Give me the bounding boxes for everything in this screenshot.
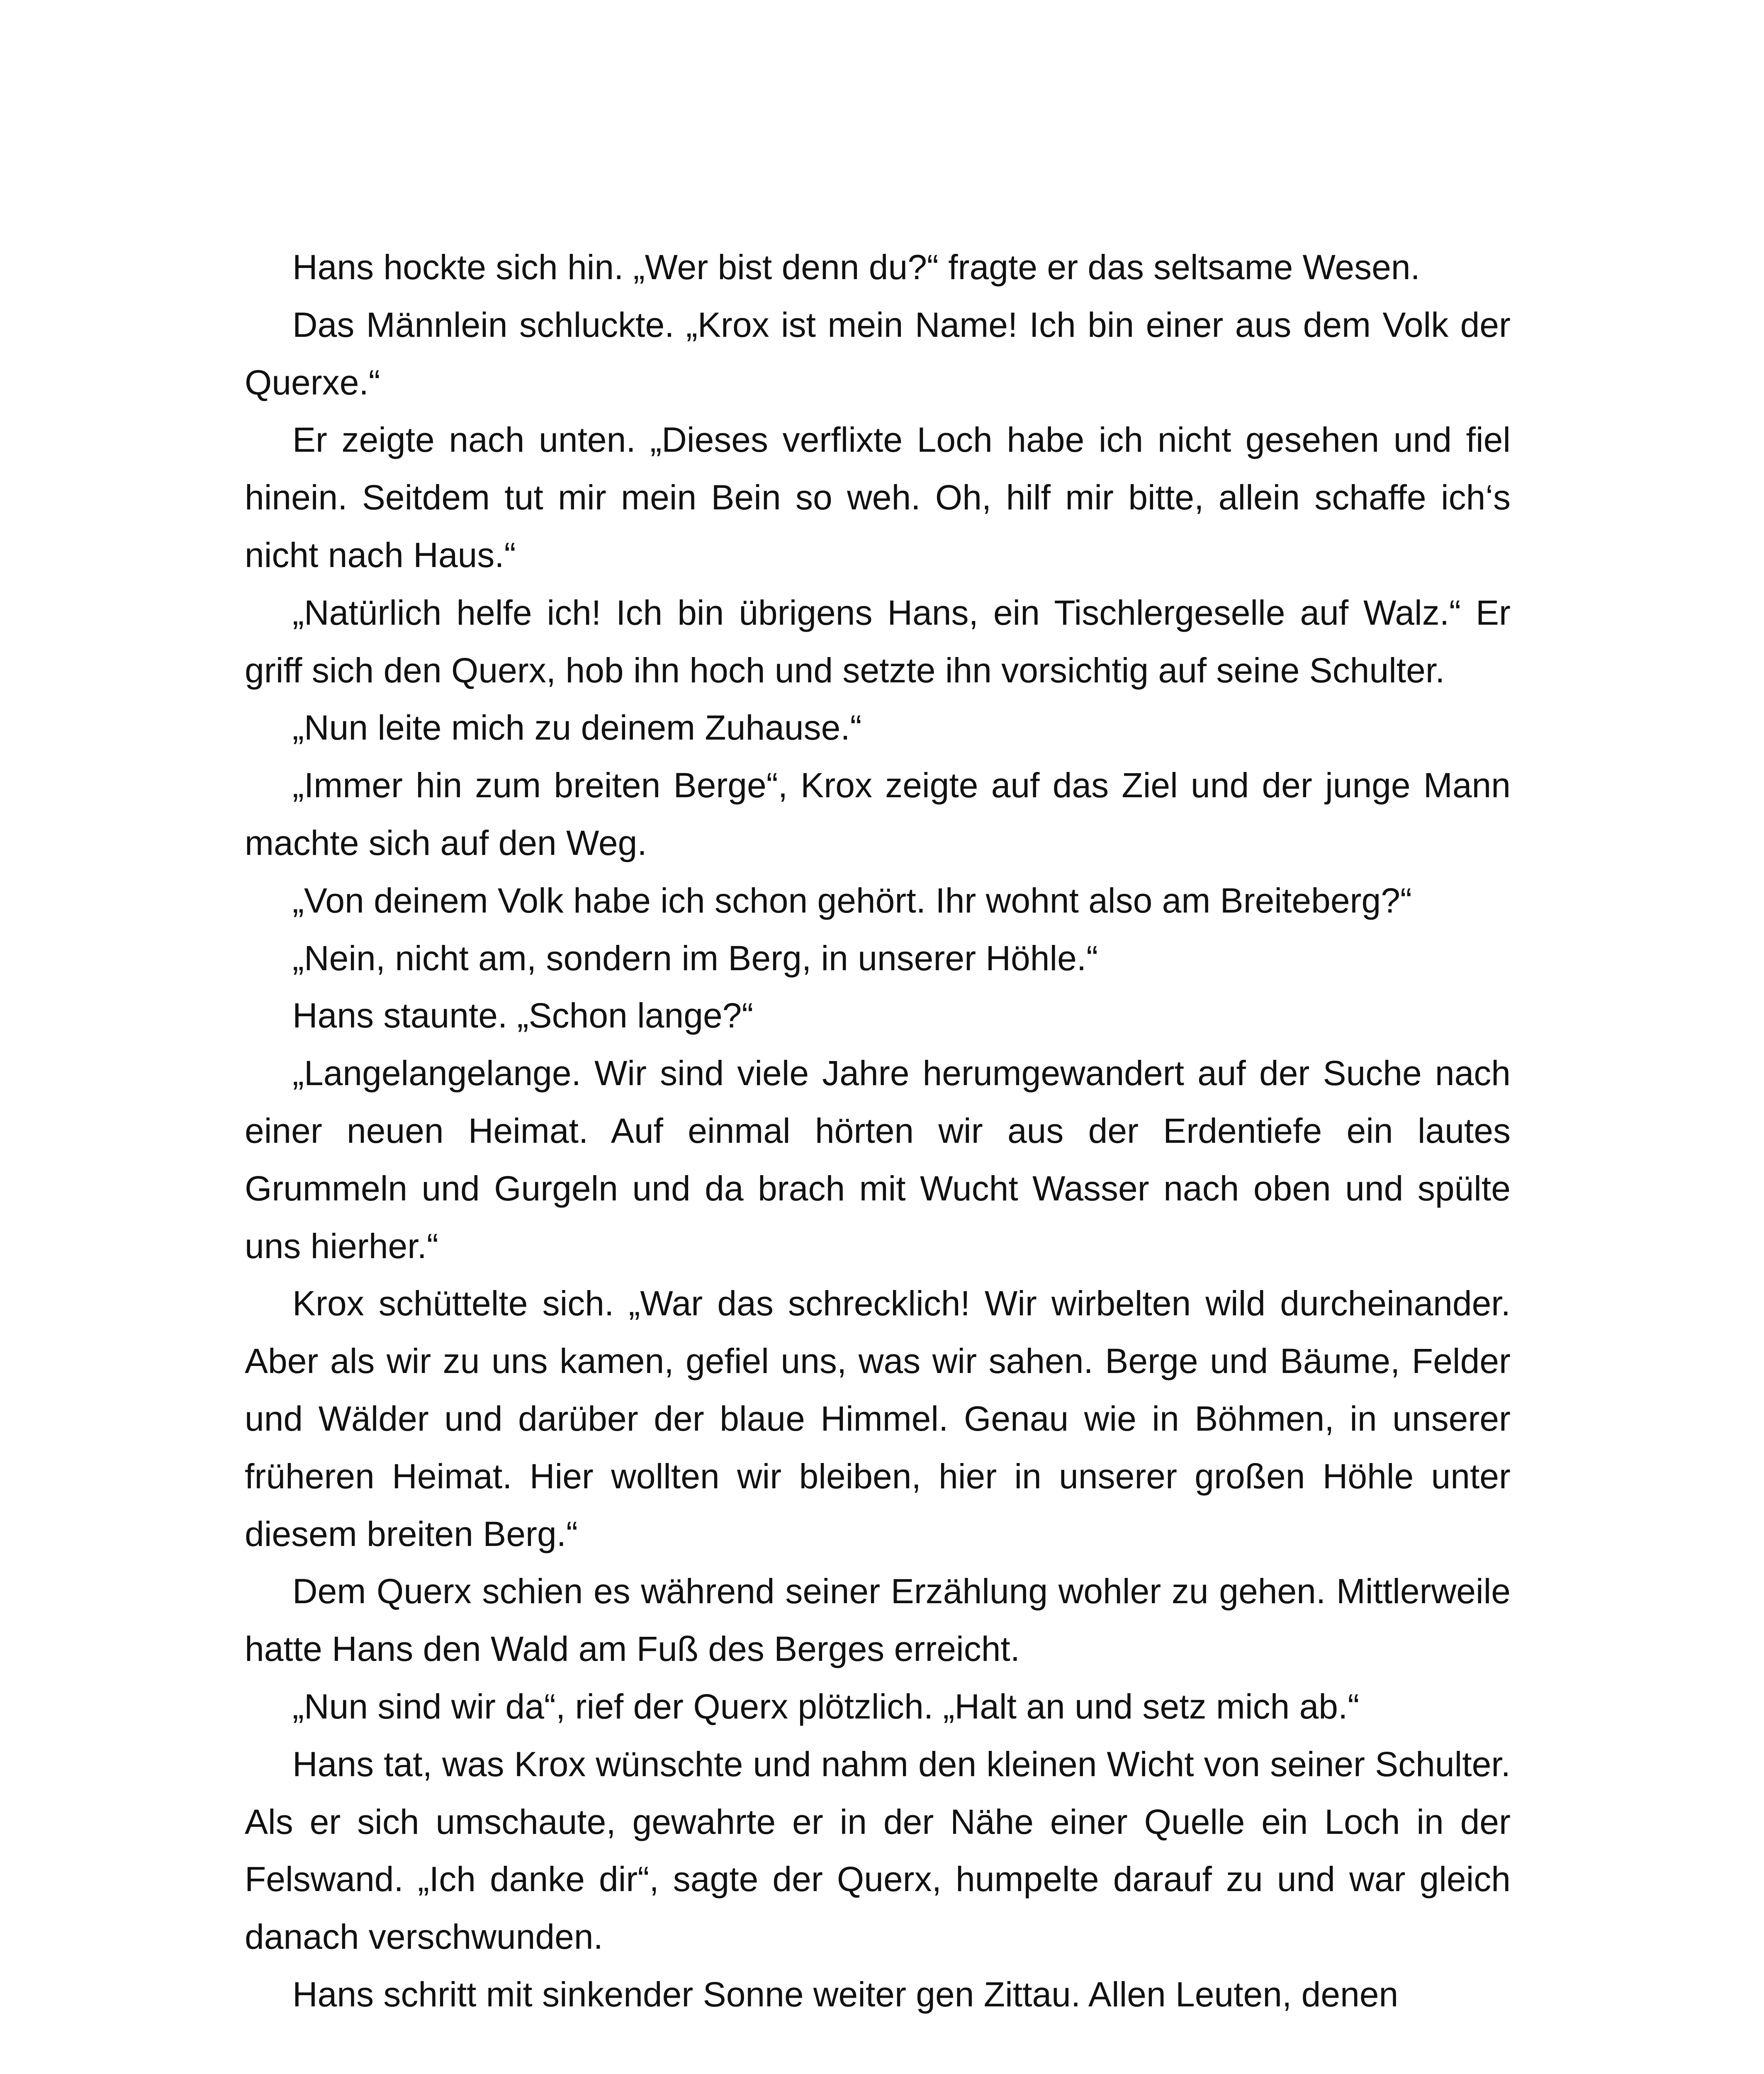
paragraph: „Immer hin zum breiten Berge“, Krox zeigte auf das Ziel und der junge Mann machte sich auf den Weg.	[245, 766, 1511, 862]
paragraph: „Nun sind wir da“, rief der Querx plötzlich. „Halt an und setz mich ab.“	[292, 1687, 1360, 1726]
paragraph: „Von deinem Volk habe ich schon gehört. Ihr wohnt also am Breiteberg?“	[292, 881, 1412, 920]
body-text	[245, 239, 1511, 2023]
paragraph: Hans staunte. „Schon lange?“	[292, 996, 754, 1035]
paragraph: Krox schüttelte sich. „War das schrecklich! Wir wirbelten wild durcheinander. Aber als wir zu uns kamen, gefiel uns, was wir sahen. Berge und Bäume, Felder und Wälder und darüber der blaue Himmel. Genau wie in Böhmen, in unserer früheren Heimat. Hier wollten wir bleiben, hier in unserer großen Höhle unter diesem breiten Berg.“	[245, 1284, 1511, 1553]
paragraph: Das Männlein schluckte. „Krox ist mein Name! Ich bin einer aus dem Volk der Querxe.“	[245, 305, 1511, 402]
paragraph: Hans schritt mit sinkender Sonne weiter gen Zittau. Allen Leuten, denen	[292, 1974, 1399, 2014]
paragraph: „Nun leite mich zu deinem Zuhause.“	[292, 708, 862, 747]
paragraph: Hans tat, was Krox wünschte und nahm den kleinen Wicht von seiner Schulter. Als er sich umschaute, gewahrte er in der Nähe einer Quelle ein Loch in der Felswand. „Ich danke dir“, sagte der Querx, humpelte darauf zu und war gleich danach verschwunden.	[245, 1744, 1511, 1957]
paragraph: Dem Querx schien es während seiner Erzählung wohler zu gehen. Mittlerweile hatte Hans den Wald am Fuß des Berges erreicht.	[245, 1572, 1511, 1669]
paragraph: „Nein, nicht am, sondern im Berg, in unserer Höhle.“	[292, 938, 1098, 978]
paragraph: „Langelangelange. Wir sind viele Jahre herumgewandert auf der Suche nach einer neuen Heimat. Auf einmal hörten wir aus der Erdentiefe ein lautes Grummeln und Gurgeln und da brach mit Wucht Wasser nach oben und spülte uns hierher.“	[245, 1054, 1511, 1266]
paragraph: Hans hockte sich hin. „Wer bist denn du?“ fragte er das seltsame Wesen.	[292, 248, 1420, 287]
paragraph: Er zeigte nach unten. „Dieses verflixte Loch habe ich nicht gesehen und fiel hinein. Seitdem tut mir mein Bein so weh. Oh, hilf mir bitte, allein schaffe ich‘s nicht nach Haus.“	[245, 420, 1511, 574]
paragraph: „Natürlich helfe ich! Ich bin übrigens Hans, ein Tischlergeselle auf Walz.“ Er griff sich den Querx, hob ihn hoch und setzte ihn vorsichtig auf seine Schulter.	[245, 593, 1511, 690]
